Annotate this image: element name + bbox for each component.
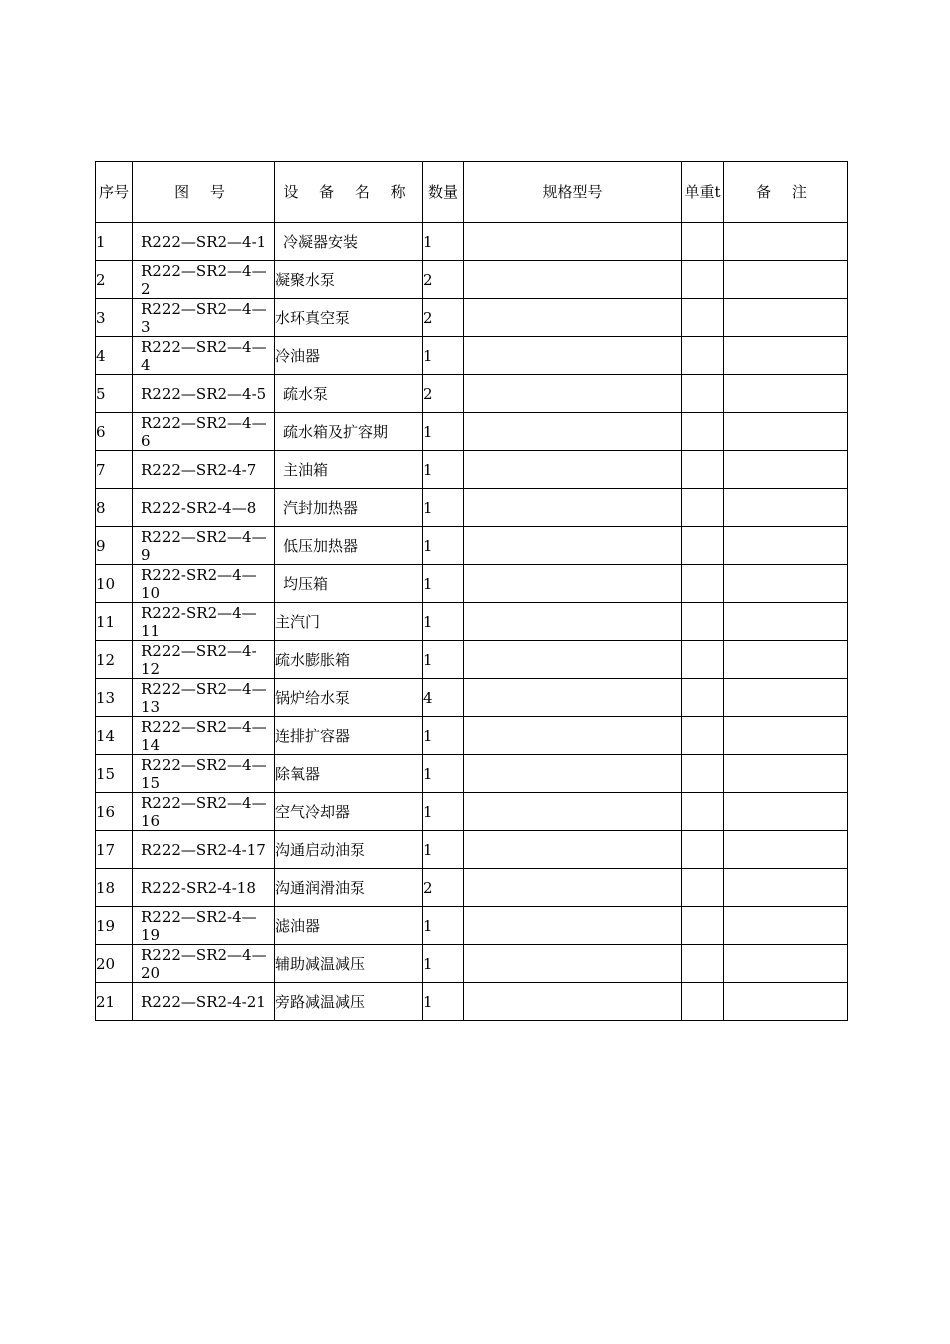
row-weight [682, 793, 724, 831]
row-name: 连排扩容器 [275, 717, 423, 755]
row-name: 凝聚水泵 [275, 261, 423, 299]
row-drawing [133, 223, 275, 261]
row-weight [682, 679, 724, 717]
row-name [275, 223, 423, 261]
row-remark [724, 793, 848, 831]
row-weight [682, 869, 724, 907]
row-remark [724, 375, 848, 413]
table-row [96, 755, 848, 793]
row-qty: 1 [423, 831, 464, 869]
row-qty: 2 [423, 375, 464, 413]
row-weight [682, 375, 724, 413]
row-serial: 7 [96, 451, 133, 489]
row-weight [682, 755, 724, 793]
row-spec [464, 375, 682, 413]
row-name [275, 527, 423, 565]
row-serial: 21 [96, 983, 133, 1021]
row-weight [682, 831, 724, 869]
row-spec [464, 679, 682, 717]
row-serial: 13 [96, 679, 133, 717]
row-spec [464, 945, 682, 983]
table-row [96, 945, 848, 983]
row-name: 水环真空泵 [275, 299, 423, 337]
row-drawing [133, 451, 275, 489]
row-spec [464, 641, 682, 679]
row-drawing [133, 299, 275, 337]
row-name: 空气冷却器 [275, 793, 423, 831]
equipment-table [95, 161, 848, 1021]
row-weight [682, 299, 724, 337]
row-qty: 4 [423, 679, 464, 717]
drawing-number: R222—SR2—4-5 [141, 384, 267, 403]
row-serial: 14 [96, 717, 133, 755]
header-drawing: 图 号 [133, 162, 275, 223]
row-weight [682, 527, 724, 565]
equipment-name: 低压加热器 [283, 536, 359, 555]
row-remark [724, 945, 848, 983]
row-qty: 1 [423, 641, 464, 679]
row-drawing [133, 717, 275, 755]
row-qty: 1 [423, 527, 464, 565]
row-drawing [133, 869, 275, 907]
row-weight [682, 565, 724, 603]
table-row [96, 641, 848, 679]
row-qty: 1 [423, 489, 464, 527]
row-remark [724, 983, 848, 1021]
drawing-number: R222—SR2—4—4 [141, 337, 267, 374]
row-name: 滤油器 [275, 907, 423, 945]
drawing-number: R222—SR2-4-17 [141, 840, 266, 859]
row-serial: 6 [96, 413, 133, 451]
row-weight [682, 907, 724, 945]
row-spec [464, 755, 682, 793]
drawing-number: R222—SR2—4—16 [141, 793, 267, 830]
row-spec [464, 223, 682, 261]
row-qty: 2 [423, 299, 464, 337]
row-drawing [133, 641, 275, 679]
equipment-name: 疏水箱及扩容期 [283, 422, 389, 441]
row-qty: 1 [423, 983, 464, 1021]
row-drawing [133, 679, 275, 717]
row-remark [724, 413, 848, 451]
row-qty: 1 [423, 755, 464, 793]
table-row [96, 983, 848, 1021]
drawing-number: R222—SR2—4—2 [141, 261, 267, 298]
row-spec [464, 907, 682, 945]
table-row [96, 451, 848, 489]
row-remark [724, 527, 848, 565]
header-weight: 单重t [682, 162, 724, 223]
row-weight [682, 717, 724, 755]
row-serial: 4 [96, 337, 133, 375]
row-spec [464, 869, 682, 907]
table-row [96, 375, 848, 413]
drawing-number: R222—SR2—4—14 [141, 717, 267, 754]
drawing-number: R222-SR2—4—11 [141, 603, 257, 640]
table-row [96, 603, 848, 641]
row-drawing [133, 565, 275, 603]
row-qty: 1 [423, 793, 464, 831]
drawing-number: R222—SR2-4-21 [141, 992, 266, 1011]
row-weight [682, 945, 724, 983]
row-weight [682, 603, 724, 641]
table-row [96, 869, 848, 907]
row-serial: 2 [96, 261, 133, 299]
table-row [96, 299, 848, 337]
row-serial: 3 [96, 299, 133, 337]
header-serial: 序号 [96, 162, 133, 223]
row-spec [464, 337, 682, 375]
table-row [96, 793, 848, 831]
row-name: 冷油器 [275, 337, 423, 375]
row-weight [682, 261, 724, 299]
row-name: 沟通润滑油泵 [275, 869, 423, 907]
row-weight [682, 337, 724, 375]
row-serial: 17 [96, 831, 133, 869]
drawing-number: R222—SR2-4—19 [141, 907, 257, 944]
row-serial: 19 [96, 907, 133, 945]
row-qty: 1 [423, 337, 464, 375]
row-remark [724, 489, 848, 527]
header-name: 设 备 名 称 [275, 162, 423, 223]
row-weight [682, 223, 724, 261]
row-drawing [133, 337, 275, 375]
row-drawing [133, 527, 275, 565]
row-remark [724, 451, 848, 489]
table-row [96, 527, 848, 565]
drawing-number: R222—SR2—4—3 [141, 299, 267, 336]
row-name: 除氧器 [275, 755, 423, 793]
row-name [275, 489, 423, 527]
row-name [275, 375, 423, 413]
row-name: 疏水膨胀箱 [275, 641, 423, 679]
row-name [275, 413, 423, 451]
equipment-name: 均压箱 [283, 574, 329, 593]
row-drawing [133, 755, 275, 793]
row-spec [464, 299, 682, 337]
row-serial: 20 [96, 945, 133, 983]
row-remark [724, 869, 848, 907]
row-name: 旁路减温减压 [275, 983, 423, 1021]
drawing-number: R222-SR2—4—10 [141, 565, 257, 602]
row-weight [682, 983, 724, 1021]
table-row [96, 831, 848, 869]
row-name [275, 451, 423, 489]
row-drawing [133, 831, 275, 869]
table-row [96, 223, 848, 261]
row-qty: 1 [423, 907, 464, 945]
row-name: 辅助减温减压 [275, 945, 423, 983]
row-qty: 1 [423, 413, 464, 451]
row-serial: 11 [96, 603, 133, 641]
row-serial: 9 [96, 527, 133, 565]
table-row [96, 565, 848, 603]
row-remark [724, 831, 848, 869]
row-qty: 1 [423, 223, 464, 261]
row-serial: 10 [96, 565, 133, 603]
row-qty: 1 [423, 717, 464, 755]
table-row [96, 717, 848, 755]
table-row [96, 679, 848, 717]
header-qty: 数量 [423, 162, 464, 223]
row-serial: 18 [96, 869, 133, 907]
drawing-number: R222—SR2-4-7 [141, 460, 257, 479]
row-serial: 12 [96, 641, 133, 679]
row-remark [724, 223, 848, 261]
row-serial: 8 [96, 489, 133, 527]
drawing-number: R222—SR2—4—9 [141, 527, 267, 564]
row-spec [464, 527, 682, 565]
drawing-number: R222—SR2—4—6 [141, 413, 267, 450]
drawing-number: R222-SR2-4-18 [141, 878, 256, 897]
row-qty: 1 [423, 451, 464, 489]
row-drawing [133, 793, 275, 831]
row-spec [464, 603, 682, 641]
table-row [96, 907, 848, 945]
row-drawing [133, 983, 275, 1021]
row-spec [464, 451, 682, 489]
row-weight [682, 413, 724, 451]
row-spec [464, 717, 682, 755]
equipment-name: 冷凝器安装 [283, 232, 359, 251]
row-drawing [133, 375, 275, 413]
row-qty: 2 [423, 261, 464, 299]
row-remark [724, 603, 848, 641]
row-drawing [133, 603, 275, 641]
drawing-number: R222—SR2—4-1 [141, 232, 267, 251]
row-name: 沟通启动油泵 [275, 831, 423, 869]
row-drawing [133, 945, 275, 983]
row-name: 主汽门 [275, 603, 423, 641]
row-serial: 16 [96, 793, 133, 831]
row-spec [464, 831, 682, 869]
row-remark [724, 299, 848, 337]
row-qty: 2 [423, 869, 464, 907]
row-remark [724, 337, 848, 375]
row-serial: 1 [96, 223, 133, 261]
row-remark [724, 755, 848, 793]
header-spec: 规格型号 [464, 162, 682, 223]
row-remark [724, 565, 848, 603]
row-serial: 5 [96, 375, 133, 413]
row-drawing [133, 907, 275, 945]
row-serial: 15 [96, 755, 133, 793]
row-drawing [133, 413, 275, 451]
header-row [96, 162, 848, 223]
row-weight [682, 641, 724, 679]
row-spec [464, 489, 682, 527]
header-remark: 备 注 [724, 162, 848, 223]
drawing-number: R222-SR2-4—8 [141, 498, 257, 517]
row-qty: 1 [423, 565, 464, 603]
table-row [96, 413, 848, 451]
row-remark [724, 641, 848, 679]
row-drawing [133, 261, 275, 299]
row-remark [724, 717, 848, 755]
row-weight [682, 451, 724, 489]
row-spec [464, 261, 682, 299]
row-spec [464, 413, 682, 451]
row-weight [682, 489, 724, 527]
equipment-name: 疏水泵 [283, 384, 329, 403]
row-qty: 1 [423, 945, 464, 983]
row-spec [464, 793, 682, 831]
drawing-number: R222—SR2—4—20 [141, 945, 267, 982]
row-drawing [133, 489, 275, 527]
table-row [96, 489, 848, 527]
row-spec [464, 565, 682, 603]
table-row [96, 337, 848, 375]
row-name [275, 565, 423, 603]
row-qty: 1 [423, 603, 464, 641]
drawing-number: R222—SR2—4—15 [141, 755, 267, 792]
row-remark [724, 907, 848, 945]
drawing-number: R222—SR2—4—13 [141, 679, 267, 716]
row-spec [464, 983, 682, 1021]
table-row [96, 261, 848, 299]
equipment-name: 主油箱 [283, 460, 329, 479]
row-remark [724, 261, 848, 299]
row-remark [724, 679, 848, 717]
drawing-number: R222—SR2—4-12 [141, 641, 257, 678]
equipment-name: 汽封加热器 [283, 498, 359, 517]
row-name: 锅炉给水泵 [275, 679, 423, 717]
